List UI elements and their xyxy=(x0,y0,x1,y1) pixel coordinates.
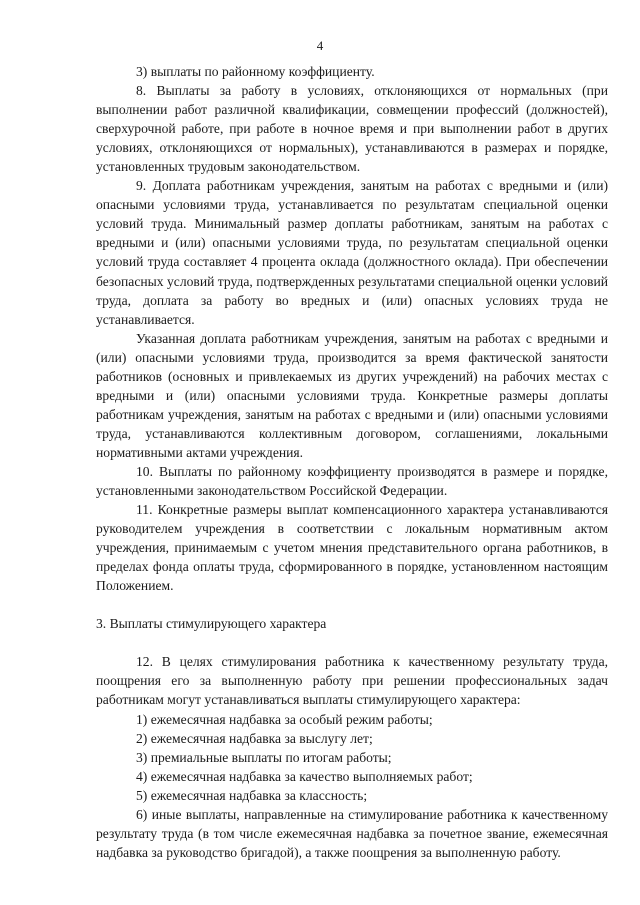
list-item: 1) ежемесячная надбавка за особый режим работы; xyxy=(136,711,433,727)
paragraph-11: 11. Конкретные размеры выплат компенсационного характера устанавливаются руководителем учреждения в соответствии с локальным нормативным актом учреждения, принимаемым с учетом мнения представительного органа работников, в пределах фонда оплаты труда, сформированного в порядке, установленном настоящим Положением. xyxy=(96,502,608,594)
incentive-payments-list xyxy=(96,710,608,862)
paragraph-9-continued: Указанная доплата работникам учреждения, занятым на работах с вредными и (или) опасными условиями труда, производится за время фактической занятости работников (основных и привлекаемых из других учреждений) на рабочих местах с вредными и (или) опасными условиями труда. Конкретные размеры доплаты работникам учреждения, занятым на работах с вредными и (или) опасными условиями труда, устанавливаются коллективным договором, соглашениями, локальными нормативными актами учреждения. xyxy=(96,330,608,460)
section-heading: 3. Выплаты стимулирующего характера xyxy=(96,616,327,632)
paragraph-3-item: 3) выплаты по районному коэффициенту. xyxy=(136,64,375,79)
list-item: 4) ежемесячная надбавка за качество выполняемых работ; xyxy=(136,768,473,784)
list-item: 6) иные выплаты, направленные на стимулирование работника к качественному результату труда (в том числе ежемесячная надбавка за почетное звание, ежемесячная надбавка за руководство бригадой), а также поощрения за выполненную работу. xyxy=(96,806,608,860)
paragraph-9: 9. Доплата работникам учреждения, занятым на работах с вредными и (или) опасными условиями труда, устанавливается по результатам специальной оценки условий труда. Минимальный размер доплаты работникам, занятым на работах с вредными и (или) опасными условиями труда, по результатам специальной оценки условий труда составляет 4 процента оклада (должностного оклада). При обеспечении безопасных условий труда, подтвержденных результатами специальной оценки условий труда, доплата за работу во вредных и (или) опасных условиях труда не устанавливается. xyxy=(96,178,608,327)
paragraph-12: 12. В целях стимулирования работника к качественному результату труда, поощрения его за выполненную работу при решении профессиональных задач работникам могут устанавливаться выплаты стимулирующего характера: xyxy=(96,654,608,708)
list-item: 3) премиальные выплаты по итогам работы; xyxy=(136,749,392,765)
paragraph-10: 10. Выплаты по районному коэффициенту производятся в размере и порядке, установленными законодательством Российской Федерации. xyxy=(96,463,608,499)
document-body xyxy=(96,62,608,862)
page-number: 4 xyxy=(316,38,324,53)
paragraph-8: 8. Выплаты за работу в условиях, отклоняющихся от нормальных (при выполнении работ различной квалификации, совмещении профессий (должностей), сверхурочной работе, при работе в ночное время и при выполнении работ в других условиях, отклоняющихся от нормальных), устанавливаются в размерах и порядке, установленных трудовым законодательством. xyxy=(96,83,608,175)
list-item: 2) ежемесячная надбавка за выслугу лет; xyxy=(136,730,373,746)
list-item: 5) ежемесячная надбавка за классность; xyxy=(136,787,368,803)
